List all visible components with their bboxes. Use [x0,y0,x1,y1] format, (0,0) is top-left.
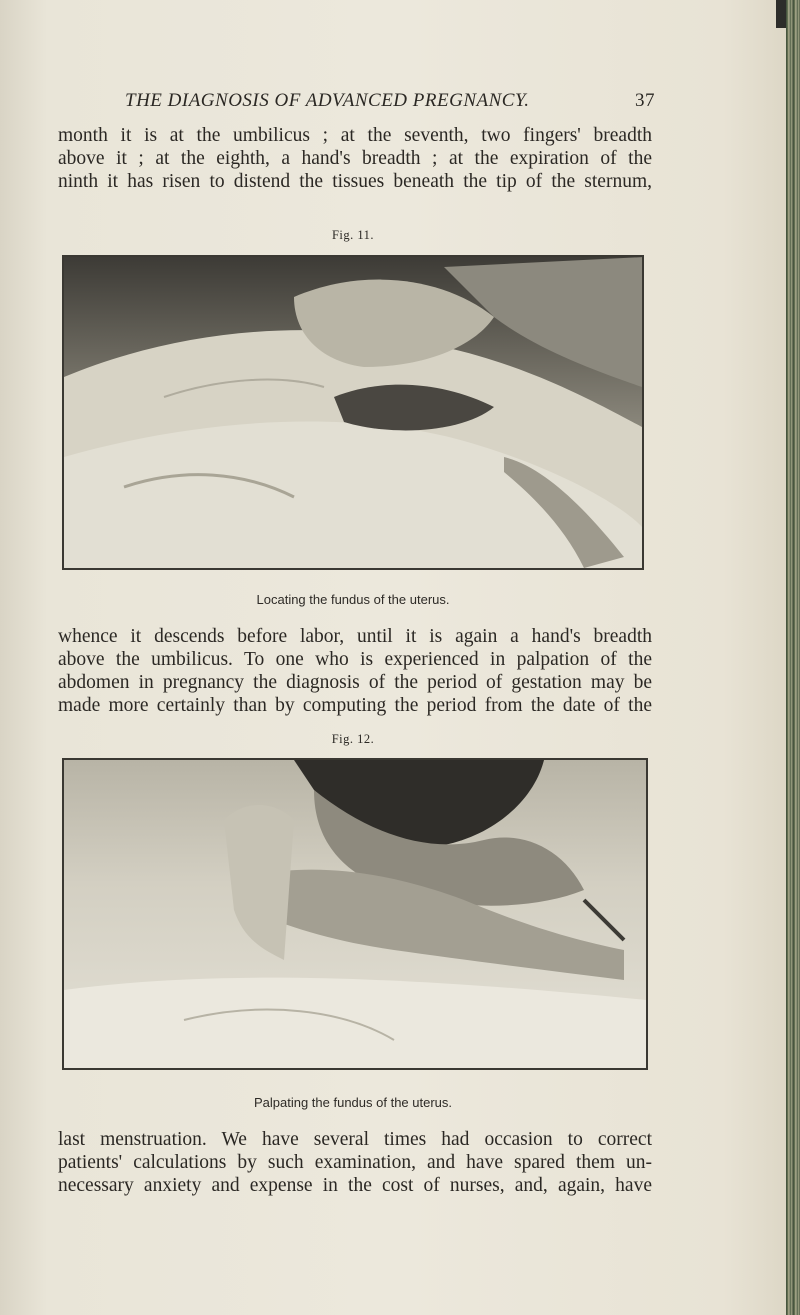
paragraph-2 [58,625,652,717]
text-line: ninth it has risen to distend the tissues beneath the tip of the sternum, [58,171,652,192]
text-line: made more certainly than by computing the period from the date of the [58,695,652,716]
photograph-hand-palpating-draped-abdomen-icon [64,760,646,1068]
running-header [125,90,655,116]
figure-11-photo [62,255,644,570]
text-line: above the umbilicus. To one who is experienced in palpation of the [58,649,652,670]
running-title: THE DIAGNOSIS OF ADVANCED PREGNANCY. [125,90,530,111]
figure-11-label: Fig. 11. [331,228,375,242]
figure-12-label: Fig. 12. [331,732,375,746]
photograph-hand-on-draped-abdomen-icon [64,257,642,568]
text-line: above it ; at the eighth, a hand's breadth ; at the expiration of the [58,148,652,169]
text-line: patients' calculations by such examination, and have spared them un- [58,1152,652,1173]
text-line: last menstruation. We have several times had occasion to correct [58,1129,652,1150]
text-line: abdomen in pregnancy the diagnosis of the period of gestation may be [58,672,652,693]
text-line: whence it descends before labor, until it is again a hand's breadth [58,626,652,647]
figure-11-caption: Locating the fundus of the uterus. [256,592,450,607]
book-corner [776,0,786,28]
page-number: 37 [635,90,655,111]
paragraph-3 [58,1128,652,1197]
text-line: necessary anxiety and expense in the cost of nurses, and, again, have [58,1175,652,1196]
book-edge [786,0,800,1315]
paragraph-1 [58,124,652,193]
text-line: month it is at the umbilicus ; at the seventh, two fingers' breadth [58,125,652,146]
figure-12-caption: Palpating the fundus of the uterus. [253,1095,453,1110]
figure-12-photo [62,758,648,1070]
